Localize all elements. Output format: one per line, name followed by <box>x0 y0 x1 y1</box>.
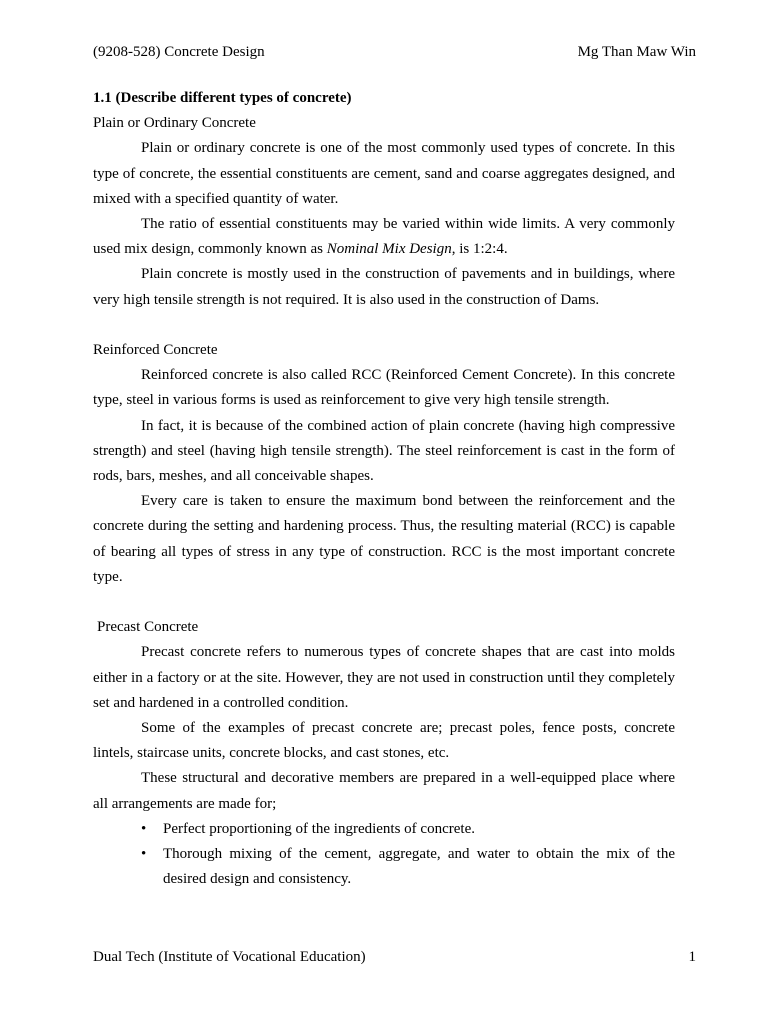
reinforced-concrete-paragraph-3: Every care is taken to ensure the maximum bond between the reinforcement and the concrete during the setting and hardening process. Thus, the resulting material (RCC) is capable of bearing all types of stress in any type of construction. RCC is the most important concrete type. <box>93 493 675 585</box>
precast-concrete-paragraph-2: Some of the examples of precast concrete are; precast poles, fence posts, concrete lintels, staircase units, concrete blocks, and cast stones, etc. <box>93 720 675 762</box>
precast-concrete-paragraph-3: These structural and decorative members are prepared in a well-equipped place where all arrangements are made for; <box>93 770 675 812</box>
page-footer <box>93 946 696 968</box>
page-header <box>93 41 696 63</box>
header-author: Mg Than Maw Win <box>577 44 696 60</box>
list-item <box>93 842 675 892</box>
plain-concrete-heading: Plain or Ordinary Concrete <box>93 115 256 132</box>
plain-concrete-paragraph-3: Plain concrete is mostly used in the construction of pavements and in buildings, where very high tensile strength is not required. It is also used in the construction of Dams. <box>93 266 675 308</box>
precast-concrete-paragraph-1: Precast concrete refers to numerous types of concrete shapes that are cast into molds either in a factory or at the site. However, they are not used in construction until they completely set and hardened in a controlled condition. <box>93 644 675 711</box>
section-gap <box>93 590 675 615</box>
plain-p2-text-after: , is 1:2:4. <box>451 241 508 258</box>
page-number: 1 <box>688 949 696 965</box>
reinforced-concrete-heading: Reinforced Concrete <box>93 342 218 359</box>
plain-concrete-paragraph-1: Plain or ordinary concrete is one of the most commonly used types of concrete. In this type of concrete, the essential constituents are cement, sand and coarse aggregates designed, and mixed with a specified quantity of water. <box>93 140 675 207</box>
section-gap <box>93 313 675 338</box>
plain-p2-text-before: The ratio of essential constituents may be varied within wide limits. A very commonly used mix design, commonly known as <box>93 216 675 258</box>
bullet-icon: • <box>141 846 147 863</box>
header-course-title: (9208-528) Concrete Design <box>93 44 265 60</box>
footer-institute: Dual Tech (Institute of Vocational Education) <box>93 949 366 965</box>
list-item-text: Thorough mixing of the cement, aggregate, and water to obtain the mix of the desired design and consistency. <box>163 846 675 888</box>
reinforced-concrete-paragraph-2: In fact, it is because of the combined action of plain concrete (having high compressive strength) and steel (having high tensile strength). The steel reinforcement is cast in the form of rods, bars, meshes, and all conceivable shapes. <box>93 417 675 485</box>
list-item-text: Perfect proportioning of the ingredients of concrete. <box>163 820 475 837</box>
section-title: 1.1 (Describe different types of concrete) <box>93 90 352 106</box>
precast-concrete-heading: Precast Concrete <box>97 619 199 636</box>
document-body <box>93 86 675 892</box>
precast-requirements-list <box>93 817 675 893</box>
nominal-mix-design-term: Nominal Mix Design <box>326 241 452 258</box>
list-item <box>93 817 675 842</box>
bullet-icon: • <box>141 820 147 837</box>
plain-concrete-paragraph-2 <box>93 212 675 262</box>
reinforced-concrete-paragraph-1: Reinforced concrete is also called RCC (Reinforced Cement Concrete). In this concrete type, steel in various forms is used as reinforcement to give very high tensile strength. <box>93 367 675 409</box>
